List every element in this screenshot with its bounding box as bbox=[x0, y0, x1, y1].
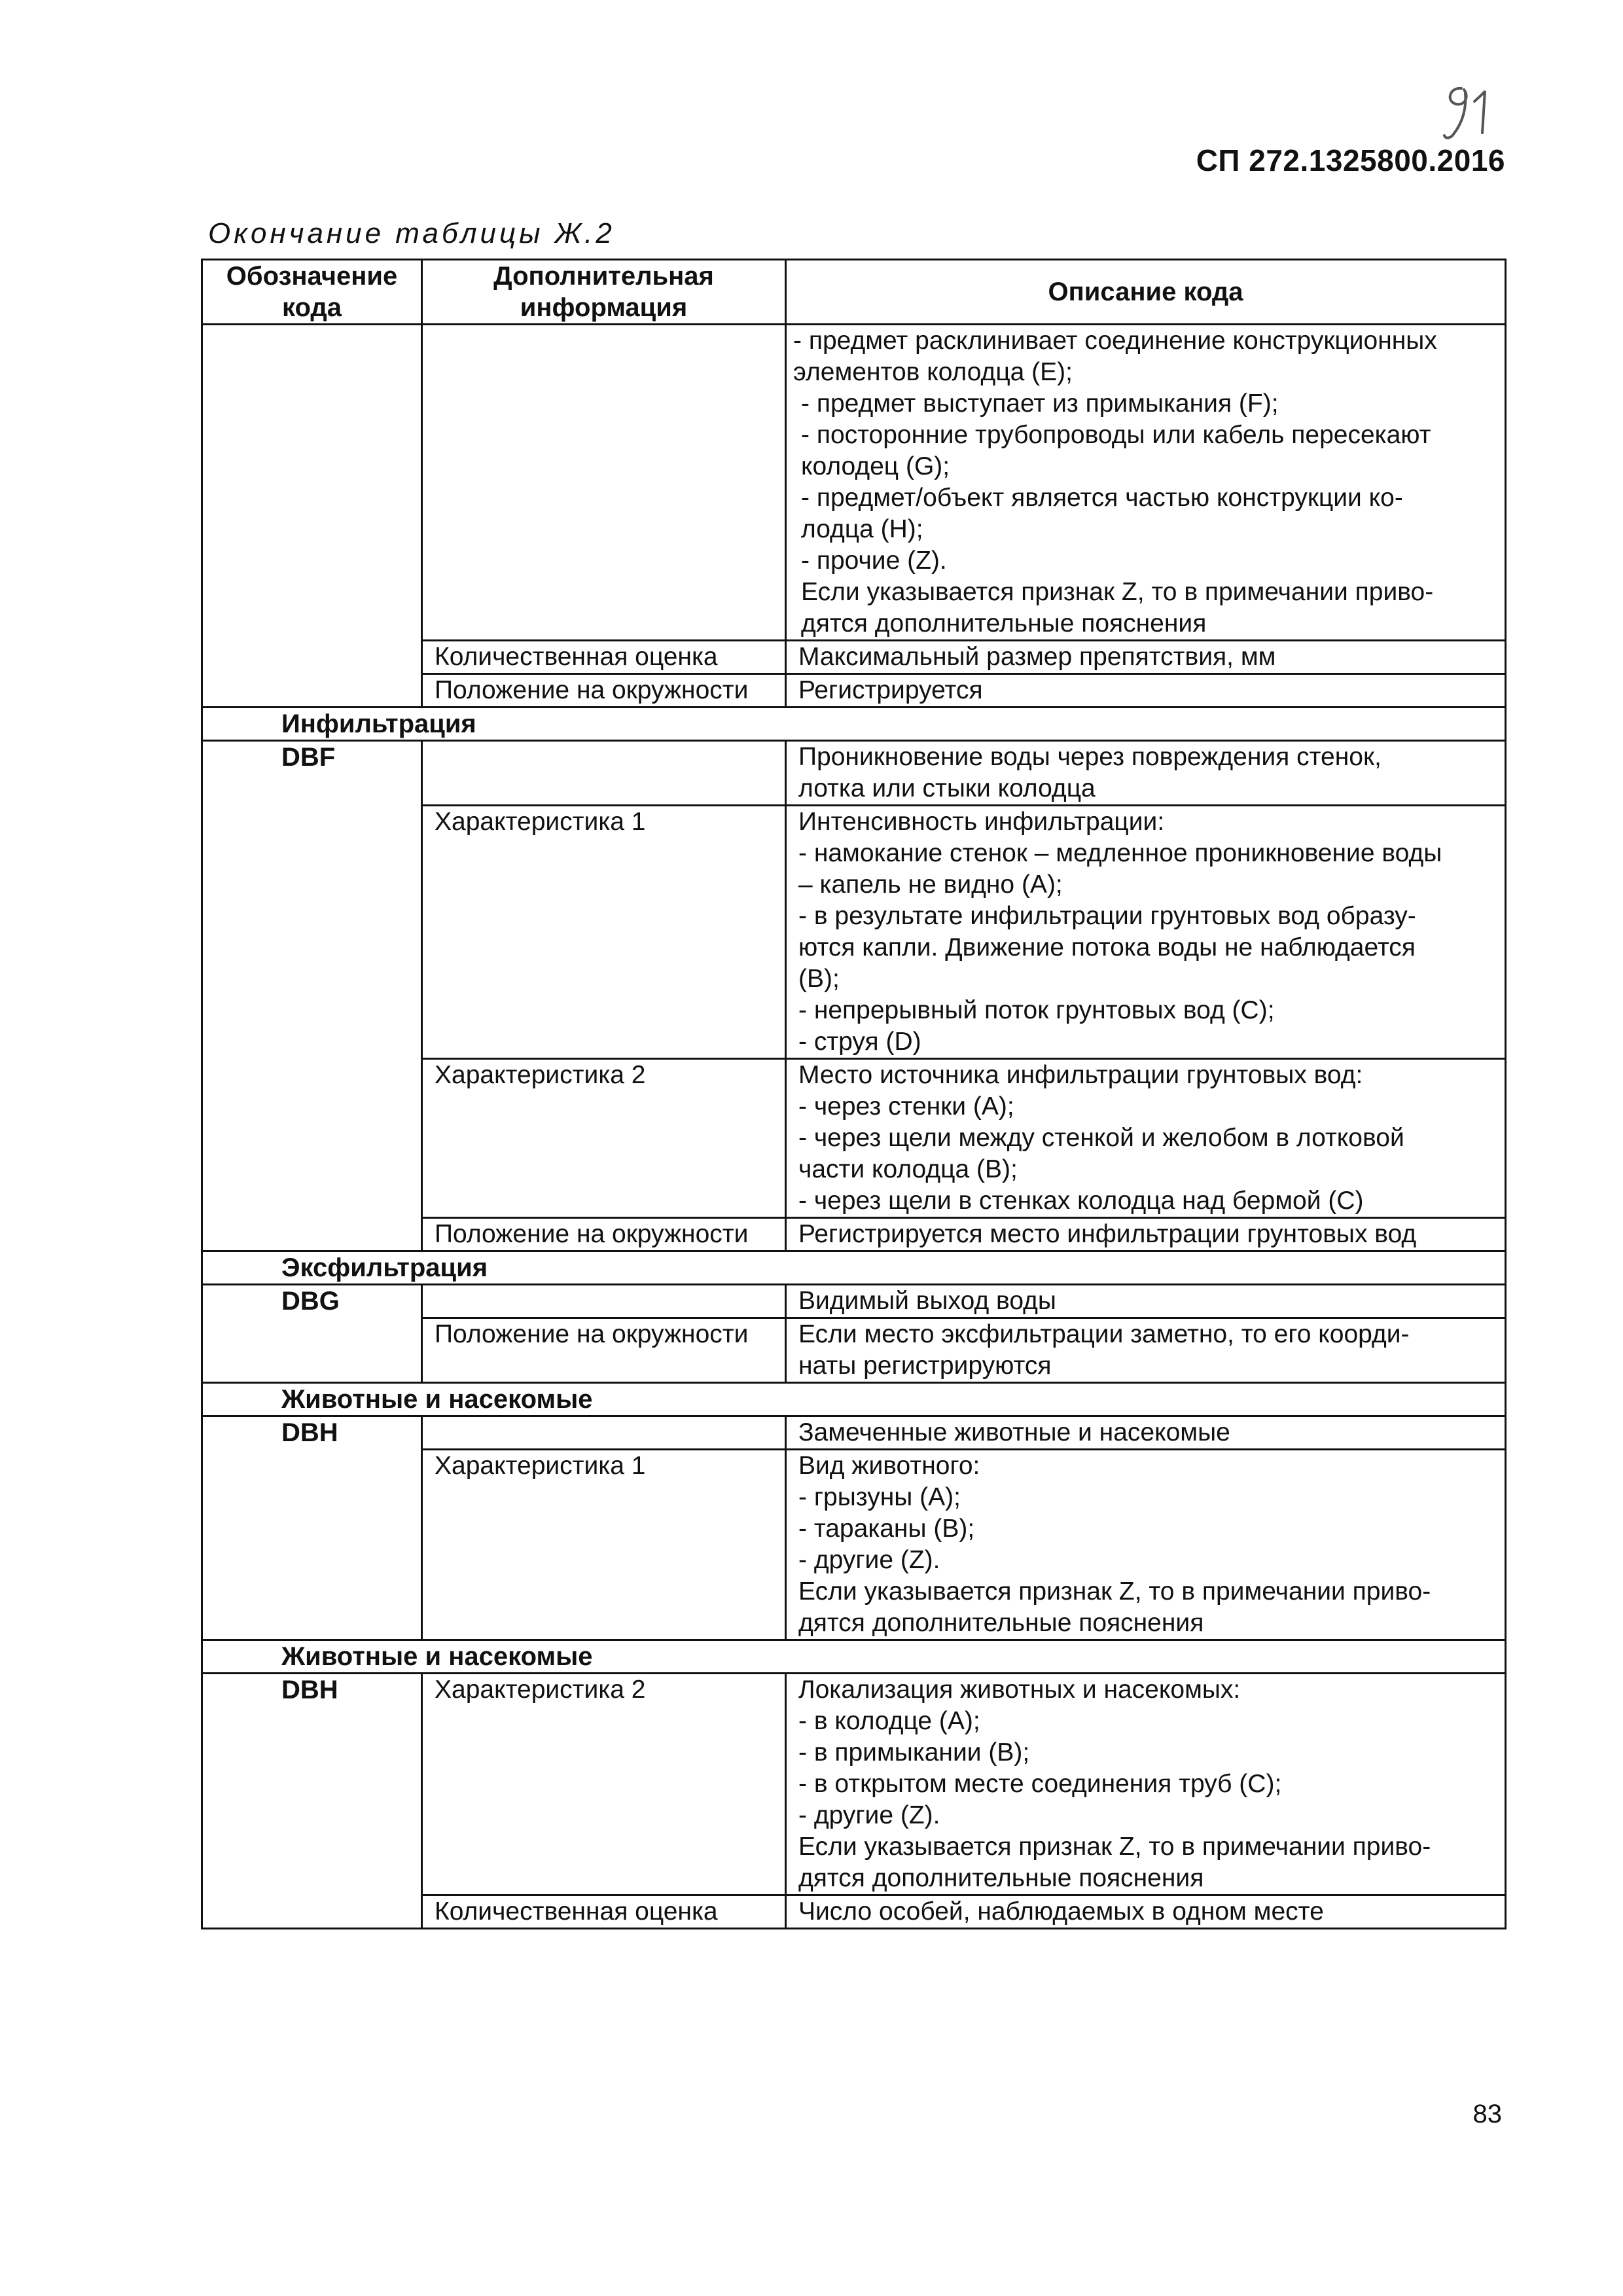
desc-line: дятся дополнительные пояснения bbox=[798, 1864, 1204, 1892]
desc-cell bbox=[786, 325, 1506, 641]
desc-line: - струя (D) bbox=[798, 1028, 921, 1056]
desc-line: - прочие (Z). bbox=[801, 547, 947, 575]
desc-cell bbox=[786, 1318, 1506, 1383]
desc-line: - в колодце (A); bbox=[798, 1707, 980, 1735]
info-cell-empty bbox=[422, 741, 786, 806]
document-code: СП 272.1325800.2016 bbox=[1196, 143, 1505, 177]
desc-line: - через щели в стенках колодца над бермой (C) bbox=[798, 1187, 1364, 1215]
section-title: Эксфильтрация bbox=[202, 1251, 1506, 1285]
table-caption: Окончание таблицы Ж.2 bbox=[208, 217, 615, 249]
info-cell: Положение на окружности bbox=[422, 1318, 786, 1383]
info-cell-empty bbox=[422, 325, 786, 641]
desc-line: части колодца (B); bbox=[798, 1155, 1018, 1183]
info-cell: Количественная оценка bbox=[422, 641, 786, 674]
section-row bbox=[202, 1640, 1506, 1674]
desc-line: Локализация животных и насекомых: bbox=[798, 1676, 1241, 1704]
section-title: Животные и насекомые bbox=[202, 1640, 1506, 1674]
desc-cell: Замеченные животные и насекомые bbox=[786, 1416, 1506, 1450]
desc-cell bbox=[786, 741, 1506, 806]
info-cell: Характеристика 2 bbox=[422, 1674, 786, 1895]
desc-cell: Максимальный размер препятствия, мм bbox=[786, 641, 1506, 674]
desc-line: - другие (Z). bbox=[798, 1546, 940, 1574]
desc-line: - в примыкании (B); bbox=[798, 1738, 1030, 1767]
desc-line: дятся дополнительные пояснения bbox=[801, 609, 1207, 637]
desc-line: - грызуны (A); bbox=[798, 1483, 961, 1511]
desc-line: ются капли. Движение потока воды не наблюдается bbox=[798, 933, 1416, 961]
code-cell: DBH bbox=[202, 1674, 422, 1929]
table-row bbox=[202, 1416, 1506, 1450]
table-row bbox=[202, 325, 1506, 641]
desc-line: - в результате инфильтрации грунтовых вод образу- bbox=[798, 902, 1416, 930]
desc-line: - через стенки (A); bbox=[798, 1092, 1014, 1121]
desc-line: Если указывается признак Z, то в примечании приво- bbox=[798, 1833, 1431, 1861]
desc-cell: Регистрируется место инфильтрации грунтовых вод bbox=[786, 1218, 1506, 1251]
section-row bbox=[202, 1383, 1506, 1416]
desc-cell bbox=[786, 1059, 1506, 1218]
info-cell: Характеристика 2 bbox=[422, 1059, 786, 1218]
info-cell: Положение на окружности bbox=[422, 1218, 786, 1251]
desc-line: колодец (G); bbox=[801, 452, 950, 480]
section-row bbox=[202, 708, 1506, 741]
desc-line: - предмет расклинивает соединение конструкционных bbox=[793, 327, 1437, 355]
desc-line: - предмет выступает из примыкания (F); bbox=[801, 389, 1279, 418]
table-row bbox=[202, 1285, 1506, 1318]
info-cell: Характеристика 1 bbox=[422, 806, 786, 1059]
header-code: Обозначение кода bbox=[202, 260, 422, 325]
desc-line: - через щели между стенкой и желобом в лотковой bbox=[798, 1124, 1404, 1152]
desc-line: элементов колодца (E); bbox=[793, 358, 1073, 386]
desc-line: лотка или стыки колодца bbox=[798, 774, 1096, 802]
info-cell-empty bbox=[422, 1285, 786, 1318]
desc-line: Проникновение воды через повреждения стенок, bbox=[798, 743, 1382, 771]
section-title: Животные и насекомые bbox=[202, 1383, 1506, 1416]
desc-line: - посторонние трубопроводы или кабель пересекают bbox=[801, 421, 1431, 449]
desc-line: Интенсивность инфильтрации: bbox=[798, 808, 1165, 836]
info-cell: Положение на окружности bbox=[422, 674, 786, 708]
code-cell: DBF bbox=[202, 741, 422, 1251]
section-row bbox=[202, 1251, 1506, 1285]
code-table bbox=[201, 259, 1507, 1929]
header-desc: Описание кода bbox=[786, 260, 1506, 325]
desc-line: Место источника инфильтрации грунтовых вод: bbox=[798, 1061, 1363, 1089]
desc-line: дятся дополнительные пояснения bbox=[798, 1609, 1204, 1637]
info-cell: Количественная оценка bbox=[422, 1895, 786, 1929]
desc-line: - в открытом месте соединения труб (C); bbox=[798, 1770, 1282, 1798]
desc-line: Вид животного: bbox=[798, 1452, 980, 1480]
section-title: Инфильтрация bbox=[202, 708, 1506, 741]
desc-line: лодца (H); bbox=[801, 515, 923, 543]
info-cell-empty bbox=[422, 1416, 786, 1450]
desc-line: Если указывается признак Z, то в примечании приво- bbox=[798, 1577, 1431, 1605]
desc-cell: Видимый выход воды bbox=[786, 1285, 1506, 1318]
desc-cell bbox=[786, 1450, 1506, 1640]
info-cell: Характеристика 1 bbox=[422, 1450, 786, 1640]
handwritten-page-number bbox=[1436, 82, 1495, 144]
desc-line: – капель не видно (А); bbox=[798, 870, 1063, 899]
desc-cell: Число особей, наблюдаемых в одном месте bbox=[786, 1895, 1506, 1929]
desc-line: - другие (Z). bbox=[798, 1801, 940, 1829]
table-row bbox=[202, 1674, 1506, 1895]
code-cell: DBG bbox=[202, 1285, 422, 1383]
desc-cell: Регистрируется bbox=[786, 674, 1506, 708]
desc-line: - предмет/объект является частью конструкции ко- bbox=[801, 484, 1403, 512]
desc-cell bbox=[786, 806, 1506, 1059]
code-cell-empty bbox=[202, 325, 422, 708]
code-cell: DBH bbox=[202, 1416, 422, 1640]
desc-line: (B); bbox=[798, 965, 840, 993]
desc-line: Если указывается признак Z, то в примечании приво- bbox=[801, 578, 1434, 606]
desc-line: - намокание стенок – медленное проникновение воды bbox=[798, 839, 1442, 867]
desc-line: - непрерывный поток грунтовых вод (C); bbox=[798, 996, 1275, 1024]
desc-line: Если место эксфильтрации заметно, то его коорди- bbox=[798, 1320, 1410, 1348]
header-info: Дополнительная информация bbox=[422, 260, 786, 325]
desc-line: - тараканы (B); bbox=[798, 1515, 975, 1543]
desc-line: наты регистрируются bbox=[798, 1352, 1052, 1380]
page-number: 83 bbox=[1472, 2100, 1502, 2128]
table-header-row bbox=[202, 260, 1506, 325]
table-row bbox=[202, 741, 1506, 806]
desc-cell bbox=[786, 1674, 1506, 1895]
